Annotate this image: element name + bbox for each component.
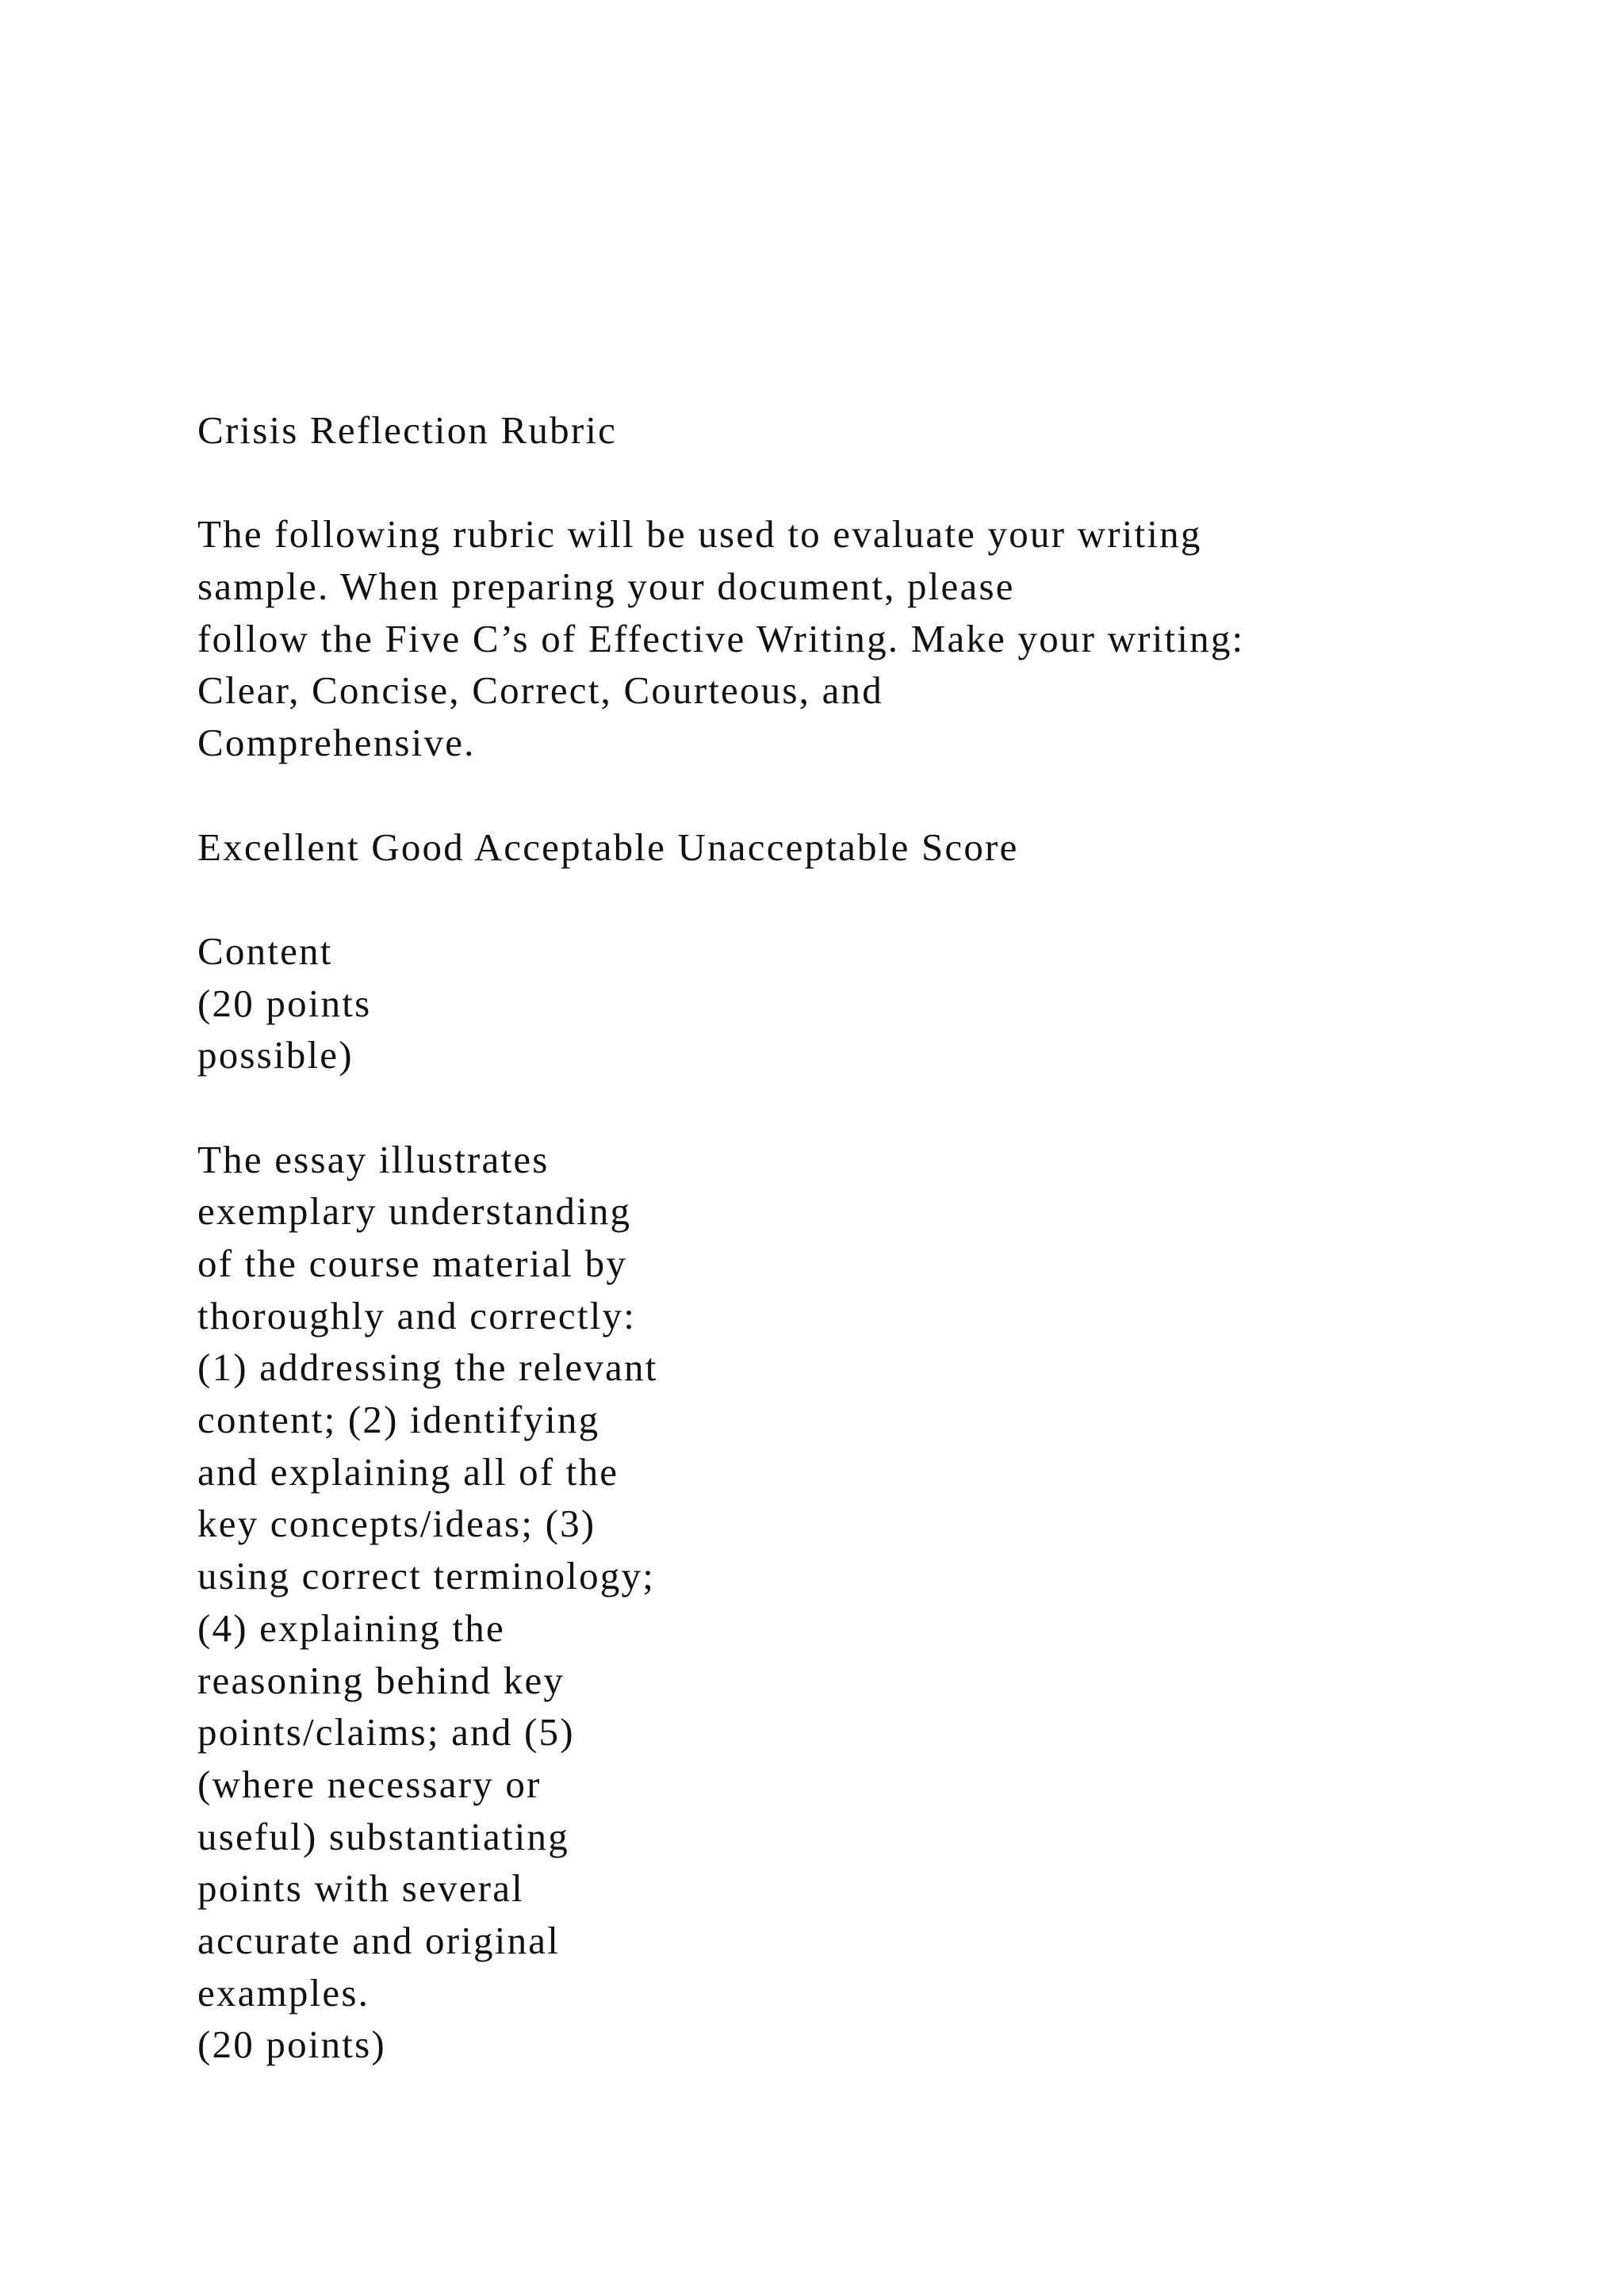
description-line: (where necessary or [197,1762,542,1806]
description-line: examples. [197,1970,370,2015]
description-line: accurate and original [197,1918,561,1962]
paragraph-gap [197,1081,1545,1134]
description-line: (1) addressing the relevant [197,1345,658,1390]
rubric-header-row: Excellent Good Acceptable Unacceptable Score [197,825,1019,869]
description-line: The essay illustrates [197,1137,550,1181]
description-line: points with several [197,1866,524,1911]
description-line: key concepts/ideas; (3) [197,1502,596,1546]
score-points: (20 points) [197,2022,386,2067]
description-line: using correct terminology; [197,1554,656,1598]
description-line: (4) explaining the [197,1605,505,1650]
paragraph-gap [197,873,1545,925]
description-line: points/claims; and (5) [197,1710,575,1755]
criterion-line: Content [197,928,333,973]
description-line: and explaining all of the [197,1449,619,1494]
description-line: reasoning behind key [197,1658,565,1702]
criterion-line: (20 points [197,981,372,1025]
description-line: exemplary understanding [197,1189,632,1234]
intro-line: Comprehensive. [197,721,476,765]
description-line: useful) substantiating [197,1814,569,1858]
description-line: content; (2) identifying [197,1398,600,1442]
excellent-description [197,1134,1545,2071]
document-title: Crisis Reflection Rubric [197,408,618,452]
intro-line: Clear, Concise, Correct, Courteous, and [197,668,883,713]
intro-line: follow the Five C’s of Effective Writing. Make your writing: [197,616,1245,660]
intro-paragraph [197,508,1545,768]
criterion-label [197,925,1545,1081]
intro-line: sample. When preparing your document, please [197,564,1015,609]
paragraph-gap [197,769,1545,821]
paragraph-gap [197,457,1545,509]
criterion-line: possible) [197,1033,354,1077]
intro-line: The following rubric will be used to evaluate your writing [197,512,1202,557]
description-line: of the course material by [197,1242,628,1285]
description-line: thoroughly and correctly: [197,1293,637,1337]
document-body [197,404,1545,2071]
